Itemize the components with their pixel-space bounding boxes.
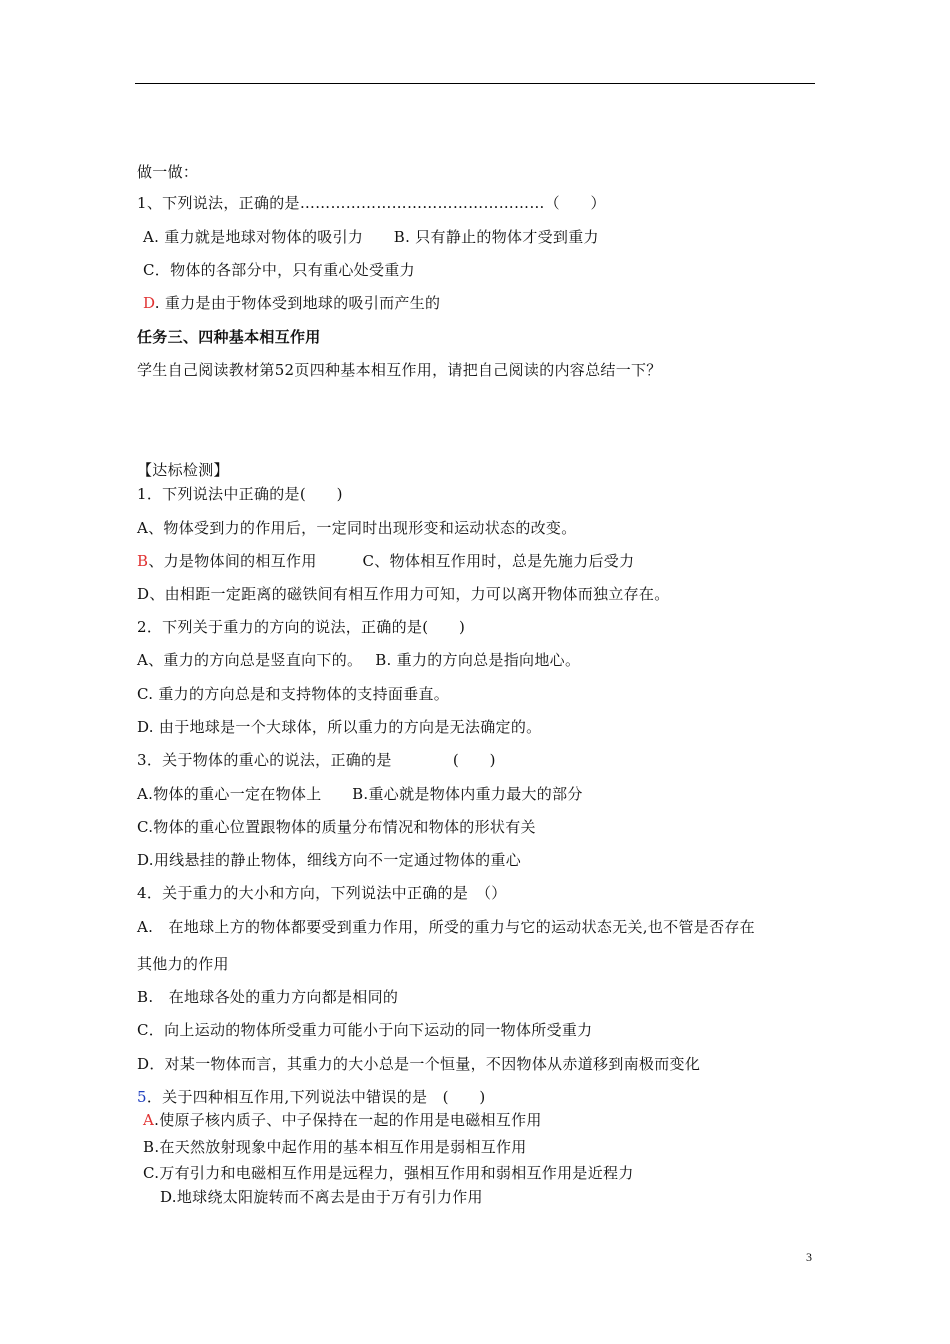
dabiao-q2-stem: 2．下列关于重力的方向的说法，正确的是( )	[137, 618, 466, 636]
dabiao-q1-option-a: A、物体受到力的作用后，一定同时出现形变和运动状态的改变。	[137, 519, 577, 537]
q1-option-c: C．物体的各部分中，只有重心处受重力	[143, 261, 415, 279]
dabiao-q1-option-bc-text: 、力是物体间的相互作用 C、物体相互作用时，总是先施力后受力	[148, 552, 635, 570]
dabiao-q1-option-b-letter: B	[137, 552, 149, 570]
zuoyizuo-heading: 做一做：	[137, 163, 199, 181]
dabiao-q4-option-b: B. 在地球各处的重力方向都是相同的	[137, 988, 399, 1006]
q1-option-d	[143, 293, 440, 313]
dabiao-q5-option-a-letter: A	[143, 1111, 155, 1129]
dabiao-q3-options-ab: A.物体的重心一定在物体上 B.重心就是物体内重力最大的部分	[137, 785, 583, 803]
dabiao-q4-option-d: D．对某一物体而言，其重力的大小总是一个恒量，不因物体从赤道移到南极而变化	[137, 1055, 701, 1073]
dabiao-q1-option-bc	[137, 551, 634, 571]
dabiao-q3-option-d: D.用线悬挂的静止物体，细线方向不一定通过物体的重心	[137, 851, 522, 869]
dabiao-q4-stem: 4．关于重力的大小和方向，下列说法中正确的是 （）	[137, 884, 507, 902]
dabiao-q1-stem: 1．下列说法中正确的是( )	[137, 485, 343, 503]
dabiao-q4-option-a-line1: A. 在地球上方的物体都要受到重力作用，所受的重力与它的运动状态无关,也不管是否存在	[137, 918, 755, 936]
q1-stem: 1、下列说法，正确的是…………………………………………（ ）	[137, 194, 606, 212]
q1-option-d-letter: D	[143, 294, 155, 312]
dabiao-q2-options-ab: A、重力的方向总是竖直向下的。 B. 重力的方向总是指向地心。	[137, 651, 581, 669]
dabiao-q5-stem-text: ．关于四种相互作用,下列说法中错误的是 ( )	[146, 1088, 486, 1106]
page-number: 3	[806, 1250, 812, 1264]
dabiao-q5-number: 5	[137, 1088, 147, 1106]
dabiao-q3-stem: 3．关于物体的重心的说法，正确的是 ( )	[137, 751, 496, 769]
dabiao-q2-option-d: D. 由于地球是一个大球体，所以重力的方向是无法确定的。	[137, 718, 542, 736]
dabiao-q3-option-c: C.物体的重心位置跟物体的质量分布情况和物体的形状有关	[137, 818, 536, 836]
task3-instruction: 学生自己阅读教材第52页四种基本相互作用，请把自己阅读的内容总结一下？	[137, 361, 662, 379]
dabiao-q5-option-d: D.地球绕太阳旋转而不离去是由于万有引力作用	[160, 1188, 483, 1206]
dabiao-q5-option-b: B.在天然放射现象中起作用的基本相互作用是弱相互作用	[143, 1138, 527, 1156]
dabiao-q5-option-c: C.万有引力和电磁相互作用是远程力，强相互作用和弱相互作用是近程力	[143, 1164, 634, 1182]
dabiao-q5-stem	[137, 1087, 486, 1107]
dabiao-q4-option-a-line2: 其他力的作用	[137, 955, 229, 973]
dabiao-q5-option-a-text: .使原子核内质子、中子保持在一起的作用是电磁相互作用	[154, 1111, 542, 1129]
dabiao-heading: 【达标检测】	[137, 461, 229, 479]
dabiao-q4-option-c: C．向上运动的物体所受重力可能小于向下运动的同一物体所受重力	[137, 1021, 593, 1039]
header-rule	[135, 83, 815, 84]
q1-option-d-text: . 重力是由于物体受到地球的吸引而产生的	[154, 294, 441, 312]
dabiao-q2-option-c: C. 重力的方向总是和支持物体的支持面垂直。	[137, 685, 450, 703]
dabiao-q5-option-a	[143, 1110, 542, 1130]
dabiao-q1-option-d: D、由相距一定距离的磁铁间有相互作用力可知，力可以离开物体而独立存在。	[137, 585, 670, 603]
task3-title: 任务三、四种基本相互作用	[137, 328, 321, 346]
q1-options-ab: A. 重力就是地球对物体的吸引力 B. 只有静止的物体才受到重力	[143, 228, 599, 246]
